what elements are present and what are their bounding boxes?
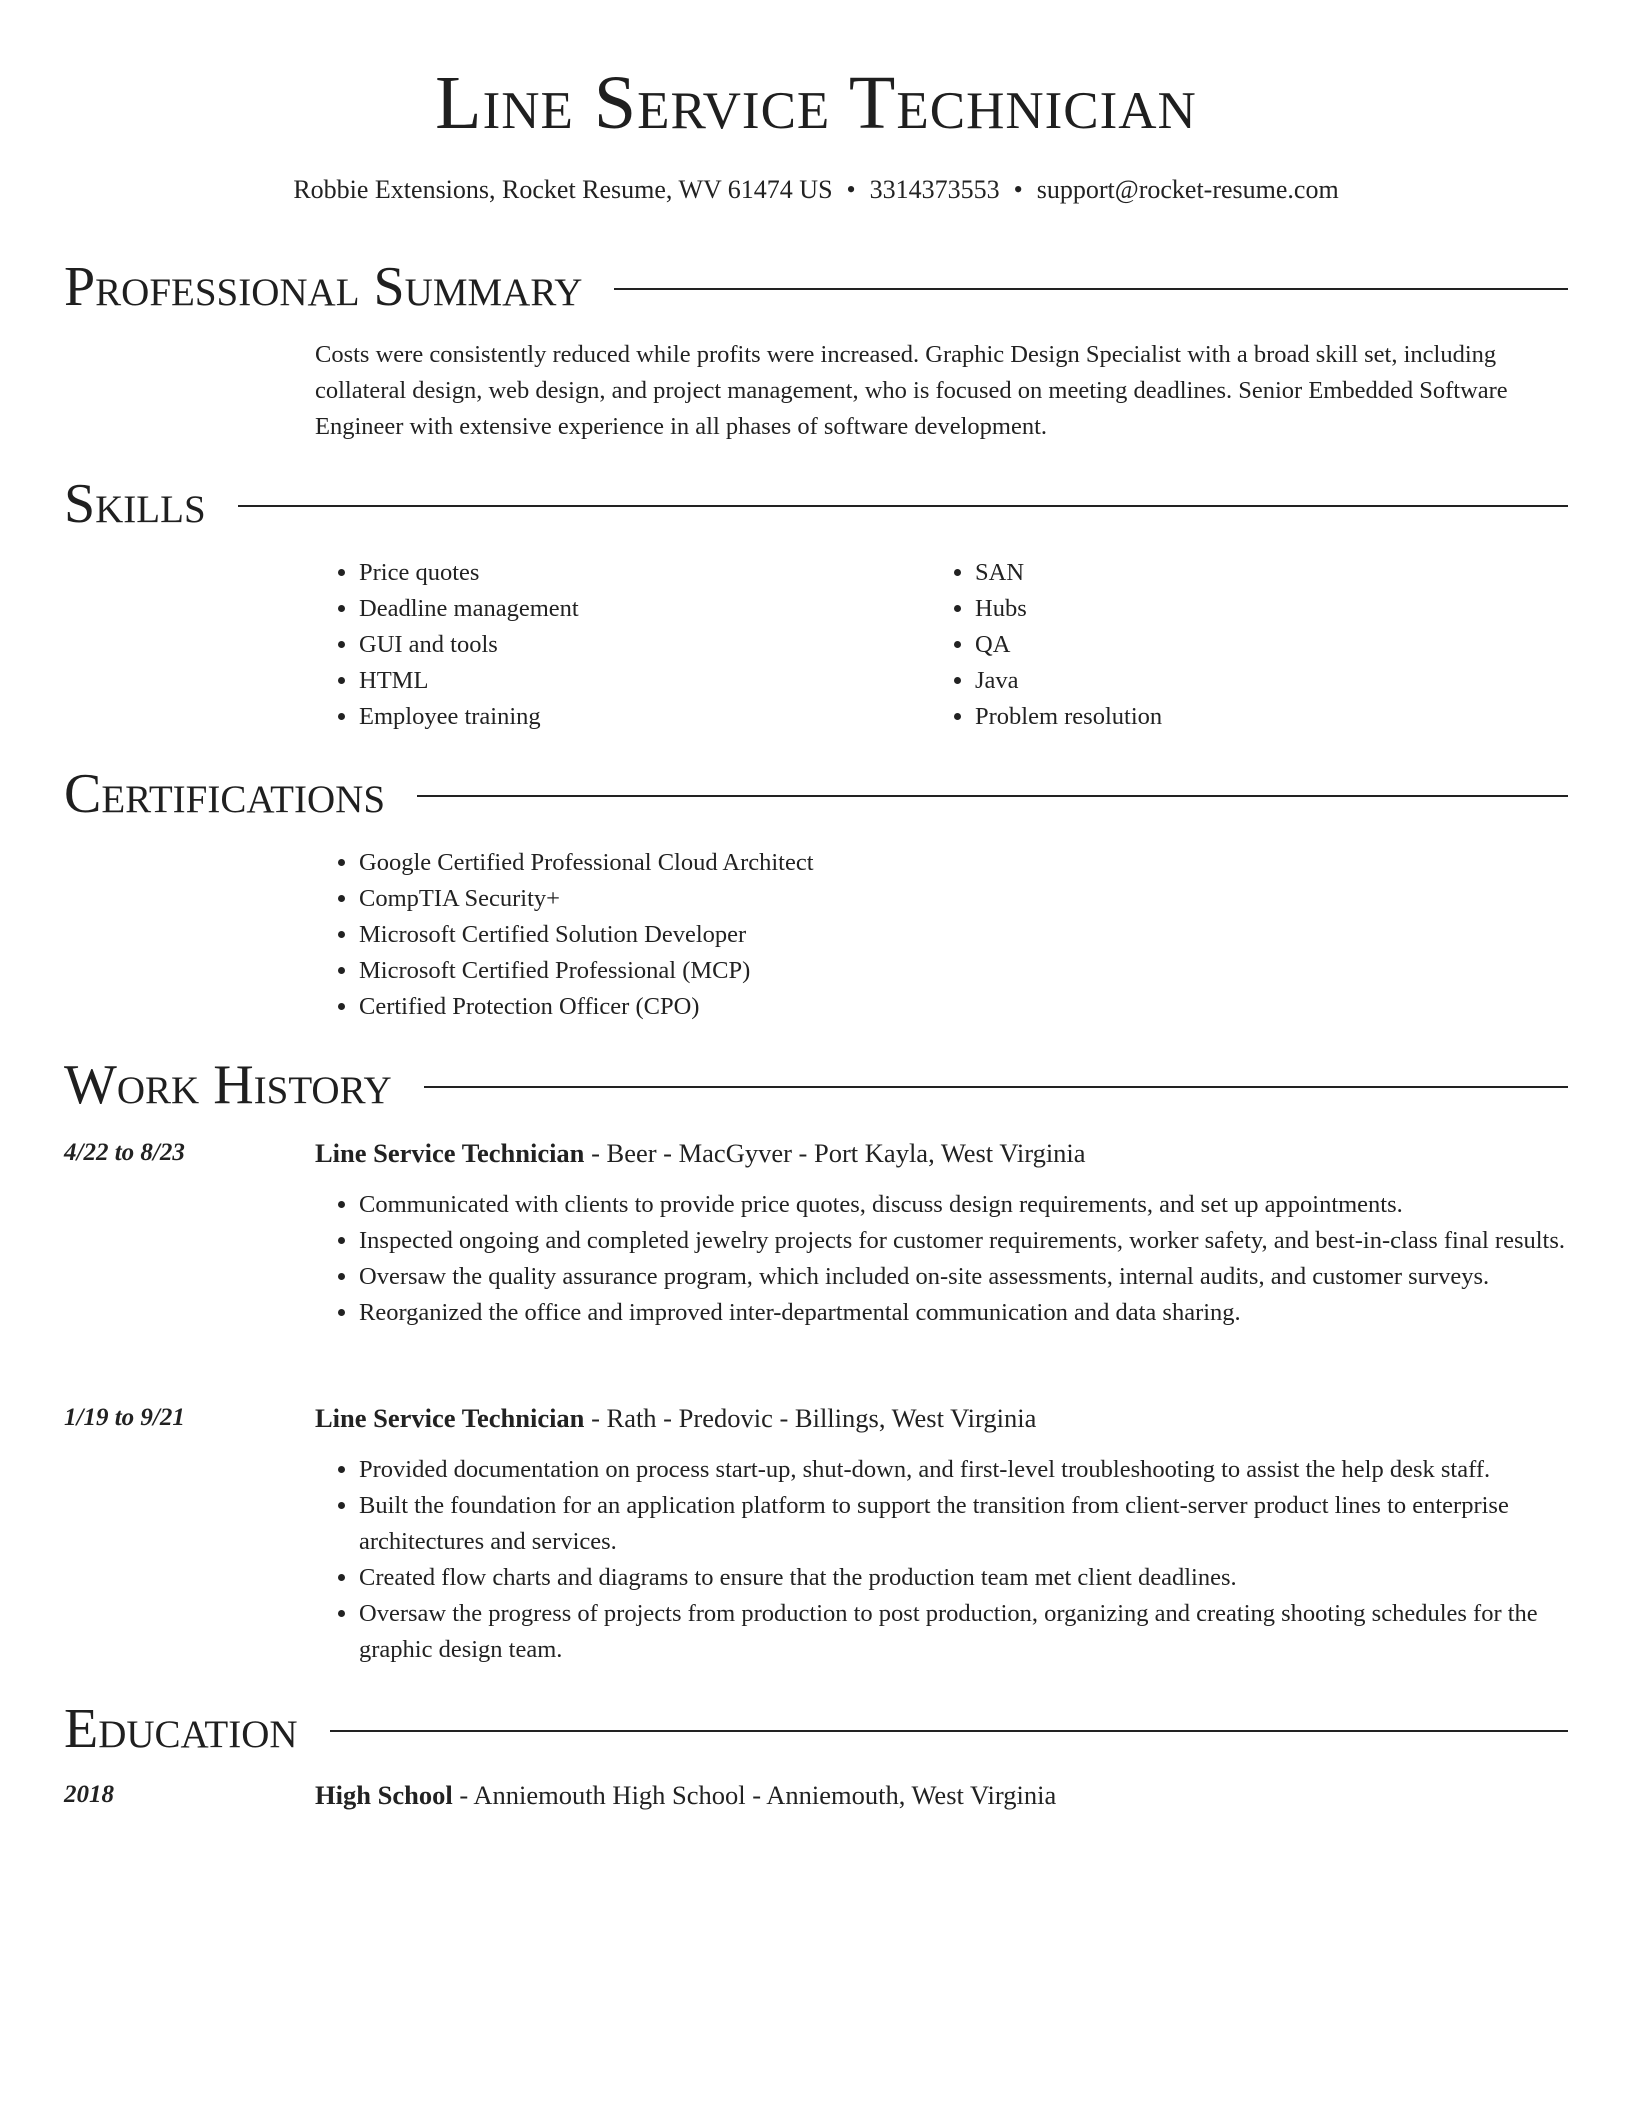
education-details: - Anniemouth High School - Anniemouth, West Virginia [452, 1780, 1057, 1810]
job-dates: 1/19 to 9/21 [64, 1404, 185, 1431]
skill-item: • HTML [359, 663, 875, 699]
certifications-section-header [64, 759, 1568, 829]
skills-column-right [931, 555, 1491, 735]
skill-item: • Deadline management [359, 591, 875, 627]
job-bullet: • Communicated with clients to provide price quotes, discuss design requirements, and set up appointments. [359, 1187, 1568, 1223]
job-bullet: • Built the foundation for an application platform to support the transition from client-server product lines to enterprise architectures and services. [359, 1488, 1568, 1560]
work-section-header [64, 1050, 1568, 1120]
job-bullet: • Oversaw the progress of projects from production to post production, organizing and creating shooting schedules for the graphic design team. [359, 1596, 1568, 1668]
certifications-list [315, 845, 1568, 1025]
summary-heading: Professional Summary [64, 256, 583, 318]
skill-item: • SAN [975, 555, 1491, 591]
skill-item: • Problem resolution [975, 699, 1491, 735]
skill-item: • Hubs [975, 591, 1491, 627]
education-year: 2018 [64, 1781, 114, 1808]
job-dates: 4/22 to 8/23 [64, 1139, 185, 1166]
job-title-line [315, 1135, 1568, 1171]
job-role: Line Service Technician [315, 1403, 585, 1433]
job-role: Line Service Technician [315, 1138, 585, 1168]
contact-line [0, 173, 1632, 207]
job-details: - Rath - Predovic - Billings, West Virginia [584, 1403, 1037, 1433]
contact-email: support@rocket-resume.com [1036, 175, 1339, 204]
education-line [315, 1777, 1568, 1813]
contact-separator: • [846, 175, 856, 204]
job-bullet: • Oversaw the quality assurance program, which included on-site assessments, internal audits, and customer surveys. [359, 1259, 1568, 1295]
certification-item: • CompTIA Security+ [359, 881, 1568, 917]
certification-item: • Certified Protection Officer (CPO) [359, 989, 1568, 1025]
skill-item: • Java [975, 663, 1491, 699]
education-degree: High School [315, 1780, 453, 1810]
education-section-header [64, 1694, 1568, 1764]
skill-item: • Employee training [359, 699, 875, 735]
resume-title: Line Service Technician [435, 61, 1197, 145]
certifications-heading: Certifications [64, 763, 386, 825]
section-divider [614, 288, 1568, 290]
summary-text: Costs were consistently reduced while profits were increased. Graphic Design Specialist with a broad skill set, including collateral design, web design, and project management, who is focused on meeting deadlines. Senior Embedded Software Engineer with extensive experience in all phases of software development. [315, 341, 1508, 440]
contact-address: Robbie Extensions, Rocket Resume, WV 61474 US [293, 175, 833, 204]
section-divider [417, 795, 1568, 797]
job-bullets [315, 1452, 1568, 1668]
skills-section-header [64, 469, 1568, 539]
education-heading: Education [64, 1698, 298, 1760]
work-heading: Work History [64, 1054, 392, 1116]
section-divider [238, 505, 1568, 507]
job-details: - Beer - MacGyver - Port Kayla, West Virginia [584, 1138, 1086, 1168]
contact-separator: • [1013, 175, 1023, 204]
certification-item: • Microsoft Certified Solution Developer [359, 917, 1568, 953]
certification-item: • Google Certified Professional Cloud Architect [359, 845, 1568, 881]
skills-heading: Skills [64, 473, 206, 535]
job-bullets [315, 1187, 1568, 1331]
skills-column-left [315, 555, 875, 735]
contact-phone: 3314373553 [869, 175, 1000, 204]
section-divider [330, 1730, 1568, 1732]
job-bullet: • Reorganized the office and improved inter-departmental communication and data sharing. [359, 1295, 1568, 1331]
summary-section-header [64, 252, 1568, 322]
job-title-line [315, 1400, 1568, 1436]
certification-item: • Microsoft Certified Professional (MCP) [359, 953, 1568, 989]
skill-item: • GUI and tools [359, 627, 875, 663]
job-bullet: • Created flow charts and diagrams to ensure that the production team met client deadlines. [359, 1560, 1568, 1596]
job-bullet: • Provided documentation on process start-up, shut-down, and first-level troubleshooting to assist the help desk staff. [359, 1452, 1568, 1488]
section-divider [424, 1086, 1568, 1088]
skill-item: • Price quotes [359, 555, 875, 591]
job-bullet: • Inspected ongoing and completed jewelry projects for customer requirements, worker safety, and best-in-class final results. [359, 1223, 1568, 1259]
skill-item: • QA [975, 627, 1491, 663]
